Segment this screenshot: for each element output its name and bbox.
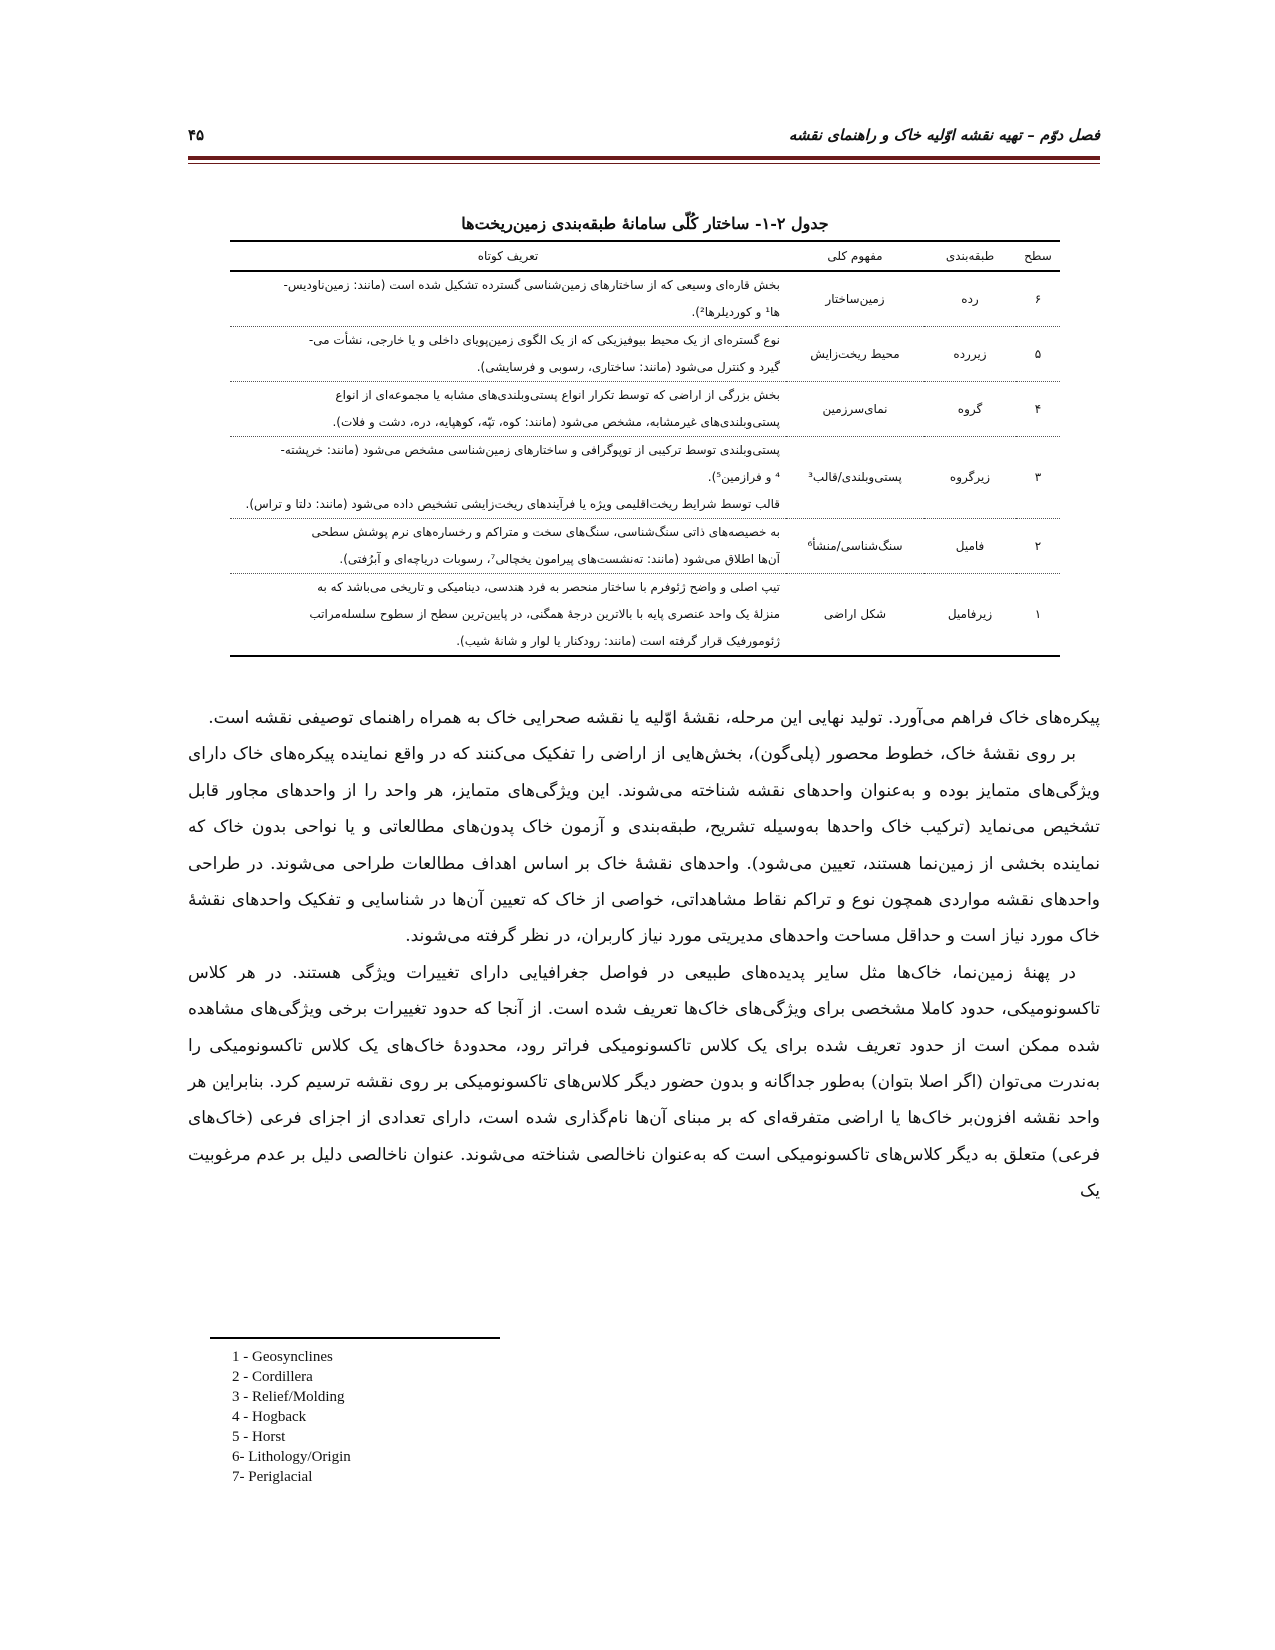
row-definition (230, 271, 786, 327)
definition-line: پستی‌وبلندی‌های غیرمشابه، مشخص می‌شود (مانند: کوه، تپّه، کوهپایه، دره، دشت و فلات). (332, 415, 780, 429)
paragraph: پیکره‌های خاک فراهم می‌آورد. تولید نهایی این مرحله، نقشۀ اوّلیه یا نقشه صحرایی خاک به همراه راهنمای توصیفی نقشه است. (208, 708, 1100, 728)
row-concept: محیط ریخت‌زایش (786, 327, 924, 382)
row-definition (230, 437, 786, 519)
row-concept: سنگ‌شناسی/منشأ⁶ (786, 519, 924, 574)
definition-line: قالب توسط شرایط ریخت‌اقلیمی ویژه یا فرآیندهای ریخت‌زایشی تشخیص داده می‌شود (مانند: دلتا و تراس). (245, 497, 780, 511)
row-level: ۶ (1016, 271, 1060, 327)
row-level: ۴ (1016, 382, 1060, 437)
paragraph: در پهنۀ زمین‌نما، خاک‌ها مثل سایر پدیده‌های طبیعی در فواصل جغرافیایی دارای تغییرات ویژگی هستند. در هر کلاس تاکسونومیکی، حدود کاملا مشخصی برای ویژگی‌های خاک‌ها تعریف شده است. از آنجا که حدود تغییرات برخی ویژگی‌های مشاهده شده ممکن است از حدود تعریف شده برای یک کلاس تاکسونومیکی فراتر رود، محدودۀ خاک‌های یک کلاس تاکسونومیکی را به‌ندرت می‌توان (اگر اصلا بتوان) به‌طور جداگانه و بدون حضور دیگر کلاس‌های تاکسونومیکی بر روی نقشه ترسیم کرد. بنابراین هر واحد نقشه افزون‌بر خاک‌ها یا اراضی متفرقه‌ای که بر مبنای آن‌ها نام‌گذاری شده است، دارای تعدادی از اجزای فرعی (خاک‌های فرعی) متعلق به دیگر کلاس‌های تاکسونومیکی است که به‌عنوان ناخالصی شناخته می‌شوند. عنوان ناخالصی دلیل بر عدم مرغوبیت یک (188, 962, 1100, 1202)
table-row (230, 574, 1060, 657)
definition-line: پستی‌وبلندی توسط ترکیبی از توپوگرافی و ساختارهای زمین‌شناسی مشخص می‌شود (مانند: خرپشته- (280, 443, 780, 457)
row-concept: نمای‌سرزمین (786, 382, 924, 437)
footnote-item: 3 - Relief/Molding (232, 1389, 345, 1405)
row-level: ۵ (1016, 327, 1060, 382)
row-definition (230, 519, 786, 574)
row-category: رده (924, 271, 1016, 327)
row-category: زیررده (924, 327, 1016, 382)
classification-table (230, 240, 1060, 657)
row-definition (230, 327, 786, 382)
row-concept: پستی‌وبلندی/قالب³ (786, 437, 924, 519)
row-definition (230, 574, 786, 657)
row-concept: شکل اراضی (786, 574, 924, 657)
row-level: ۱ (1016, 574, 1060, 657)
body-text (188, 700, 1100, 1210)
table-row (230, 327, 1060, 382)
table-caption: جدول ۲-۱- ساختار کُلّی سامانۀ طبقه‌بندی زمین‌ریخت‌ها (461, 214, 829, 233)
footnote-item: 7- Periglacial (232, 1469, 313, 1485)
row-category: زیرفامیل (924, 574, 1016, 657)
row-concept: زمین‌ساختار (786, 271, 924, 327)
row-level: ۳ (1016, 437, 1060, 519)
footnote-separator (210, 1337, 500, 1339)
header-category: طبقه‌بندی (924, 241, 1016, 271)
table-body (230, 271, 1060, 656)
row-level: ۲ (1016, 519, 1060, 574)
footnotes (232, 1347, 732, 1487)
table-row (230, 271, 1060, 327)
definition-line: به خصیصه‌های ذاتی سنگ‌شناسی، سنگ‌های سخت و متراکم و رخساره‌های نرم پوشش سطحی (311, 525, 780, 539)
definition-line: بخش بزرگی از اراضی که توسط تکرار انواع پستی‌وبلندی‌های مشابه یا مجموعه‌ای از انواع (335, 388, 780, 402)
footnote-item: 6- Lithology/Origin (232, 1449, 351, 1465)
row-definition (230, 382, 786, 437)
table-row (230, 519, 1060, 574)
footnote-item: 4 - Hogback (232, 1409, 307, 1425)
header-level: سطح (1016, 241, 1060, 271)
table-row (230, 382, 1060, 437)
definition-line: نوع گستره‌ای از یک محیط بیوفیزیکی که از یک الگوی زمین‌پویای داخلی و یا خارجی، نشأت می- (308, 333, 780, 347)
row-category: زیرگروه (924, 437, 1016, 519)
footnote-item: 2 - Cordillera (232, 1369, 313, 1385)
definition-line: آن‌ها اطلاق می‌شود (مانند: ته‌نشست‌های پیرامون یخچالی⁷، رسوبات دریاچه‌ای و آبرُفتی). (339, 552, 780, 566)
definition-line: ها¹ و کوردیلرها²). (691, 305, 780, 319)
definition-line: گیرد و کنترل می‌شود (مانند: ساختاری، رسوبی و فرسایشی). (476, 360, 780, 374)
page-number: ۴۵ (188, 126, 205, 144)
definition-line: منزلۀ یک واحد عنصری پایه با بالاترین درجۀ همگنی، در پایین‌ترین سطح از سطوح سلسله‌مراتب (309, 607, 780, 621)
row-category: گروه (924, 382, 1016, 437)
row-category: فامیل (924, 519, 1016, 574)
page-header (188, 120, 1100, 152)
definition-line: ژئومورفیک قرار گرفته است (مانند: رودکنار یا لوار و شانۀ شیب). (456, 634, 780, 648)
table-row (230, 437, 1060, 519)
definition-line: بخش قاره‌ای وسیعی که از ساختارهای زمین‌شناسی گسترده تشکیل شده است (مانند: زمین‌ناودیس- (283, 278, 780, 292)
definition-line: ⁴ و فرازمین⁵). (707, 470, 780, 484)
chapter-title: فصل دوّم – تهیه نقشه اوّلیه خاک و راهنمای نقشه (788, 126, 1100, 144)
definition-line: تیپ اصلی و واضح ژئوفرم با ساختار منحصر به فرد هندسی، دینامیکی و تاریخی می‌باشد که به (317, 580, 780, 594)
footnote-item: 5 - Horst (232, 1429, 286, 1445)
paragraph: بر روی نقشۀ خاک، خطوط محصور (پلی‌گون)، بخش‌هایی از اراضی را تفکیک می‌کنند که در واقع نماینده پیکره‌های خاک دارای ویژگی‌های متمایز بوده و به‌عنوان واحدهای نقشه شناخته می‌شوند. این ویژگی‌های متمایز، هر واحد را از واحدهای مجاور قابل تشخیص می‌نماید (ترکیب خاک واحدها به‌وسیله تشریح، طبقه‌بندی و آزمون خاک پدون‌های مطالعاتی و یا نواحی بدون خاک که نماینده بخشی از زمین‌نما هستند، تعیین می‌شود). واحدهای نقشۀ خاک بر اساس اهداف مطالعات طراحی می‌شوند. در طراحی واحدهای نقشه مواردی همچون نوع و تراکم نقاط مشاهداتی، خواصی از خاک که تعیین آن‌ها در شناسایی و تفکیک واحدهای نقشۀ خاک مورد نیاز است و حداقل مساحت واحدهای مدیریتی مورد نیاز کاربران، در نظر گرفته می‌شوند. (188, 744, 1100, 947)
header-rule-thin (188, 163, 1100, 164)
header-concept: مفهوم کلی (786, 241, 924, 271)
footnote-item: 1 - Geosynclines (232, 1349, 333, 1365)
table-header-row (230, 241, 1060, 271)
header-rule-thick (188, 156, 1100, 160)
header-definition: تعریف کوتاه (230, 241, 786, 271)
